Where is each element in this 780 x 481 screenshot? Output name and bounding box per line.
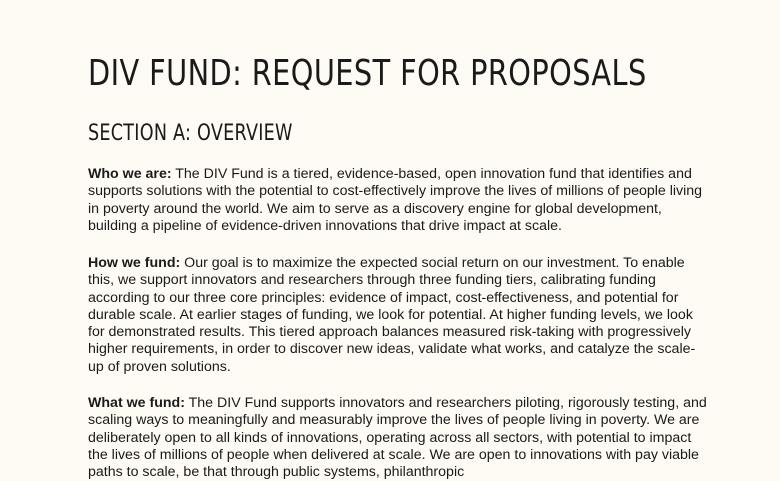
paragraph-lead: How we fund: [88,255,181,271]
paragraph-text: Our goal is to maximize the expected social return on our investment. To enable this, we support innovators and researchers through three funding tiers, calibrating funding according to our three core principles: evidence of impact, cost-effectiveness, and potential for durable scale. At earlier stages of funding, we look for potential. At higher funding levels, we look for demonstrated results. This tiered approach balances measured risk-taking with progressively higher requirements, in order to discover new ideas, validate what works, and catalyze the scale-up of proven solutions. [88,255,696,375]
paragraph-how-we-fund [88,255,708,376]
paragraph-lead: What we fund: [88,395,185,411]
section-heading: SECTION A: OVERVIEW [88,121,293,146]
paragraph-who-we-are [88,166,708,235]
paragraph-text: The DIV Fund supports innovators and researchers piloting, rigorously testing, and scaling ways to meaningfully and measurably improve the lives of people living in poverty. We are deliberately open to all kinds of innovations, operating across all sectors, with potential to impact the lives of millions of people when delivered at scale. We are open to innovations with pay viable paths to scale, be that through public systems, philanthropic [88,395,707,481]
paragraph-what-we-fund [88,395,708,481]
document-title: DIV FUND: REQUEST FOR PROPOSALS [88,53,647,94]
paragraph-text: The DIV Fund is a tiered, evidence-based, open innovation fund that identifies and supports solutions with the potential to cost-effectively improve the lives of millions of people living in poverty around the world. We aim to serve as a discovery engine for global development, building a pipeline of evidence-driven innovations that drive impact at scale. [88,166,703,234]
paragraph-lead: Who we are: [88,166,172,182]
